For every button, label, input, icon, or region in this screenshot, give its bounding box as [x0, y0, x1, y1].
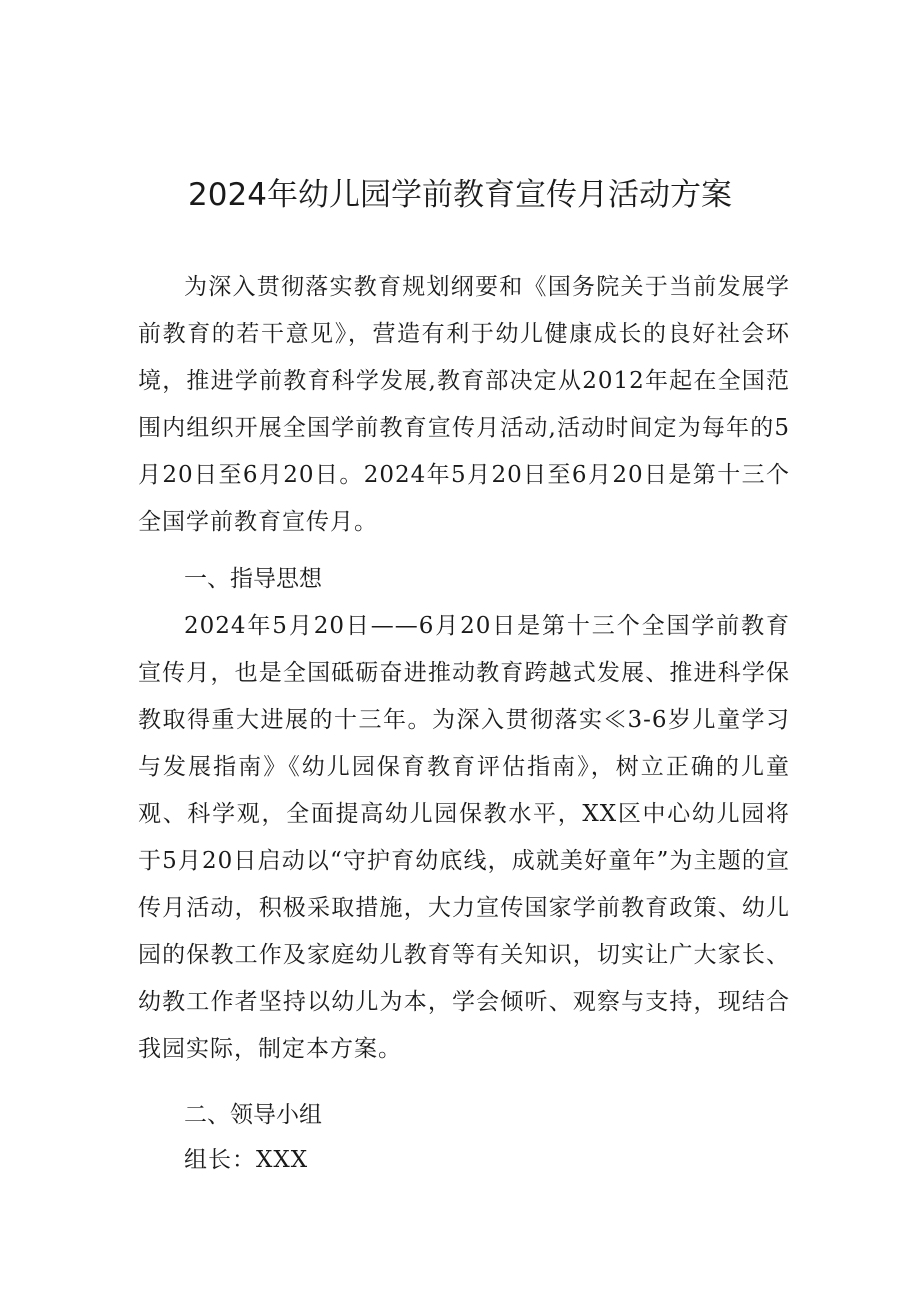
- section-paragraph-group-leader: 组长：XXX: [184, 1147, 309, 1173]
- section-paragraph-guiding-ideology: 2024年5月20日——6月20日是第十三个全国学前教育宣传月，也是全国砥砺奋进推动教育跨越式发展、推进科学保教取得重大进展的十三年。为深入贯彻落实≪3-6岁儿童学习与发展指南》《幼儿园保育教育评估指南》，树立正确的儿童观、科学观，全面提高幼儿园保教水平，XX区中心幼儿园将于5月20日启动以“守护育幼底线，成就美好童年”为主题的宣传月活动，积极采取措施，大力宣传国家学前教育政策、幼儿园的保教工作及家庭幼儿教育等有关知识，切实让广大家长、幼教工作者坚持以幼儿为本，学会倾听、观察与支持，现结合我园实际，制定本方案。: [138, 613, 790, 1062]
- intro-paragraph: 为深入贯彻落实教育规划纲要和《国务院关于当前发展学前教育的若干意见》，营造有利于幼儿健康成长的良好社会环境，推进学前教育科学发展,教育部决定从2012年起在全国范围内组织开展全国学前教育宣传月活动,活动时间定为每年的5月20日至6月20日。2024年5月20日至6月20日是第十三个全国学前教育宣传月。: [138, 274, 790, 535]
- section-heading-leadership-group: 二、领导小组: [184, 1102, 322, 1128]
- document-title: 2024年幼儿园学前教育宣传月活动方案: [188, 177, 732, 213]
- section-heading-guiding-ideology: 一、指导思想: [184, 566, 322, 592]
